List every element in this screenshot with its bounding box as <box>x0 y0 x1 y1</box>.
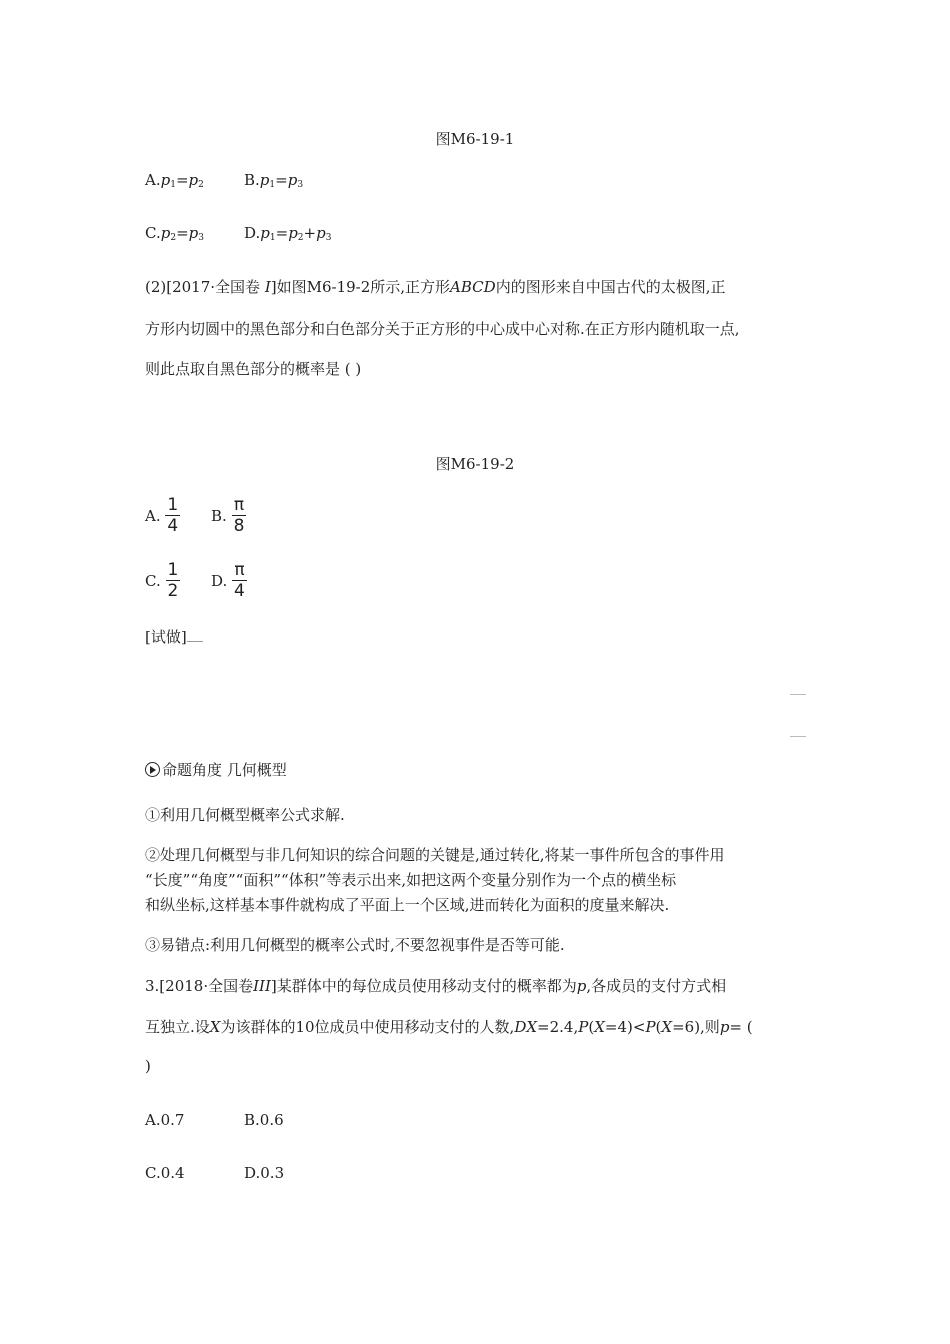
figure-caption-2: 图M6-19-2 <box>435 455 515 473</box>
option-a[interactable]: A.0.7 <box>145 1111 185 1129</box>
note-2-line-1: ②处理几何概型与非几何知识的综合问题的关键是,通过转化,将某一事件所包含的事件用 <box>145 846 725 864</box>
option-c[interactable]: $C.p_2=p_3$ <box>145 224 204 243</box>
fraction: $\frac{\pi}{4}$ <box>234 560 245 601</box>
note-1: ①利用几何概型概率公式求解. <box>145 806 345 824</box>
answer-blank[interactable] <box>187 627 203 642</box>
option-a[interactable]: $A.p_1=p_2$ <box>145 171 204 190</box>
question-3-line-1: 3.[2018·全国卷III]某群体中的每位成员使用移动支付的概率都为p,各成员的支付方式相 <box>145 977 727 995</box>
note-2-line-3: 和纵坐标,这样基本事件就构成了平面上一个区域,进而转化为面积的度量来解决. <box>145 896 670 914</box>
question-3-line-3: ) <box>145 1057 151 1075</box>
figure-caption-1: 图M6-19-1 <box>435 130 515 148</box>
question-2-line-1: (2)[2017·全国卷 I]如图M6-19-2所示,正方形ABCD内的图形来自中国古代的太极图,正 <box>145 278 726 296</box>
option-b[interactable]: B. $\frac{\pi}{8}$ <box>211 495 245 536</box>
option-c[interactable]: C. $\frac{1}{2}$ <box>145 560 179 601</box>
divider <box>790 694 806 695</box>
fraction: $\frac{1}{2}$ <box>167 560 179 601</box>
fraction: $\frac{1}{4}$ <box>167 495 179 536</box>
note-3: ③易错点:利用几何概型的概率公式时,不要忽视事件是否等可能. <box>145 936 565 954</box>
section-heading: 命题角度 几何概型 <box>145 759 287 780</box>
option-a[interactable]: A. $\frac{1}{4}$ <box>145 495 179 536</box>
option-c[interactable]: C.0.4 <box>145 1164 185 1182</box>
option-d[interactable]: $D.p_1=p_2+p_3$ <box>244 224 332 243</box>
question-3-line-2: 互独立.设X为该群体的10位成员中使用移动支付的人数,DX=2.4,P(X=4)<P(X=6),则p= ( <box>145 1018 753 1036</box>
fraction: $\frac{\pi}{8}$ <box>233 495 245 536</box>
trial-label: [试做] <box>145 626 203 647</box>
play-circle-icon <box>145 762 160 777</box>
question-2-line-2: 方形内切圆中的黑色部分和白色部分关于正方形的中心成中心对称.在正方形内随机取一点, <box>145 320 740 338</box>
option-d[interactable]: D.0.3 <box>244 1164 285 1182</box>
question-2-line-3: 则此点取自黑色部分的概率是 ( ) <box>145 360 362 378</box>
note-2-line-2: “长度”“角度”“面积”“体积”等表示出来,如把这两个变量分别作为一个点的横坐标 <box>145 871 677 889</box>
divider <box>790 736 806 737</box>
option-b[interactable]: B.0.6 <box>244 1111 284 1129</box>
option-d[interactable]: D. $\frac{\pi}{4}$ <box>211 560 245 601</box>
option-b[interactable]: $B.p_1=p_3$ <box>244 171 304 190</box>
